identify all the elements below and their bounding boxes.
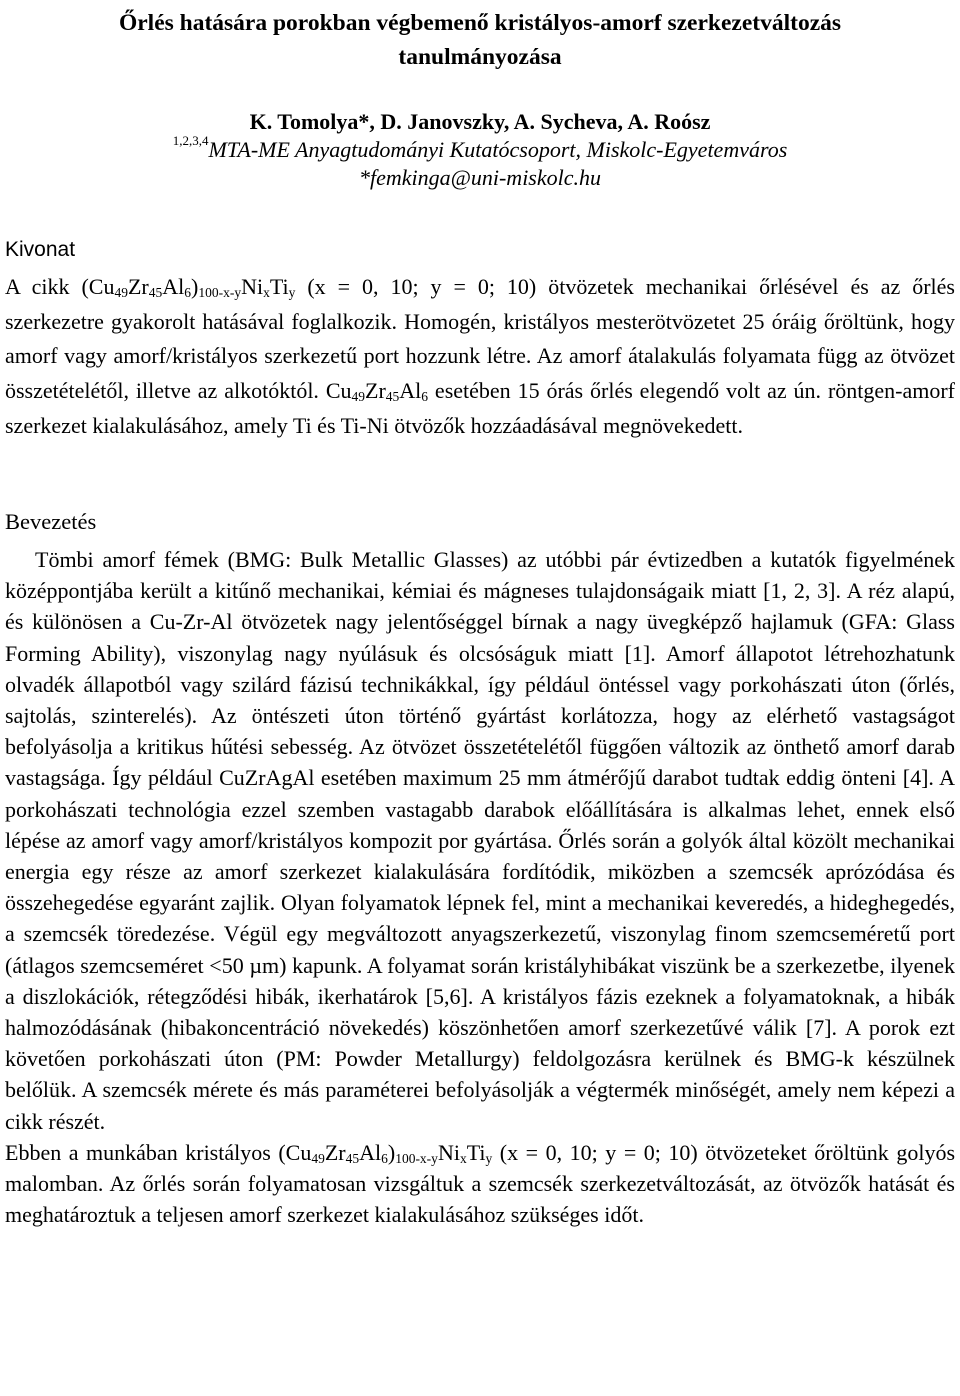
title-line-2: tanulmányozása — [398, 44, 562, 70]
introduction-text: Al — [359, 1139, 382, 1165]
paper-title — [0, 6, 960, 74]
introduction-text: Ni — [437, 1139, 460, 1165]
abstract-text: ) — [191, 274, 199, 299]
subscript: 100-x-y — [198, 285, 242, 300]
author-list: K. Tomolya*, D. Janovszky, A. Sycheva, A. Roósz — [249, 109, 711, 134]
abstract-text: esetében 15 órás őrlés elegendő volt az ún. röntgen-amorf szerkezet kialakulásához, amely Ti és Ti-Ni ötvözők hozzáadásával megnövekedett. — [5, 378, 956, 438]
subscript: 49 — [351, 389, 366, 405]
introduction-text: Ebben a munkában kristályos (Cu — [5, 1139, 312, 1165]
introduction-body — [5, 544, 955, 1230]
introduction-paragraph-1 — [5, 544, 955, 1137]
subscript: x — [459, 1150, 467, 1166]
introduction-text: Zr — [324, 1139, 346, 1165]
subscript: 45 — [148, 285, 163, 300]
introduction-text: Ti — [466, 1139, 486, 1165]
subscript: 49 — [311, 1150, 325, 1166]
abstract-text: Ni — [241, 274, 264, 299]
introduction-text: Tömbi amorf fémek (BMG: Bulk Metallic Glasses) az utóbbi pár évtizedben a kutatók figyelmének középpontjába került a kitűnő mechanikai, kémiai és mágneses tulajdonságaik miatt [1, 2, 3]. A réz alapú, és különösen a Cu-Zr-Al ötvözetek nagy jelentőséggel bírnak a nagy üvegképző hajlamuk (GFA: Glass Forming Ability), viszonylag nagy nyúlásuk és olcsóságuk miatt [1]. Amorf állapotot létrehozhatunk olvadék állapotból vagy szilárd fázisú technikákkal, így például öntéssel vagy porkohászati úton (őrlés, sajtolás, szinterelés). Az öntészeti úton történő gyártást korlátozza, hogy az elérhető vastagságot befolyásolja a kritikus hűtési sebesség. Az ötvözet összetételétől függően változik az önthető amorf darab vastagsága. Így például CuZrAgAl esetében maximum 25 mm átmérőjű darabot tudtak eddig önteni [4]. A porkohászati technológia ezzel szemben vastagabb darabok előállítására is alkalmas lehet, ennek első lépése az amorf vagy amorf/kristályos kompozit por gyártása. Őrlés során a golyók által közölt mechanikai energia egy része az amorf szerkezet kialakulására fordítódik, miközben a szemcsék aprózódása és összehegedése egyaránt zajlik. Olyan folyamatok lépnek fel, mint a mechanikai keveredés, a hideghegedés, a szemcsék töredezése. Végül egy megváltozott anyagszerkezetű, viszonylag finom szemcseméretű port (átlagos szemcseméret <50 µm) kapunk. A folyamat során kristályhibákat viszünk be a szerkezetbe, ilyenek a diszlokációk, rétegződési hibák, ikerhatárok [5,6]. A kristályos fázis ezeknek a folyamatoknak, a hibák halmozódásának (hibakoncentráció növekedés) köszönhetően amorf szerkezetűvé válik [7]. A porok ezt követően porkohászati úton (PM: Powder Metallurgy) feldolgozásra kerülnek és BMG-k készülnek belőlük. A szemcsék mérete és más paraméterei befolyásolják a végtermék minőségét, amely nem képezi a cikk részét. — [5, 547, 955, 1134]
introduction-heading: Bevezetés — [5, 509, 97, 534]
subscript: x — [263, 285, 270, 300]
subscript: 6 — [421, 389, 429, 405]
introduction-text: ) — [387, 1139, 396, 1165]
subscript: y — [485, 1150, 493, 1166]
abstract-text: Zr — [127, 274, 149, 299]
affiliation-text: MTA-ME Anyagtudományi Kutatócsoport, Miskolc-Egyetemváros — [208, 137, 788, 162]
contact-email: *femkinga@uni-miskolc.hu — [358, 165, 602, 190]
subscript: 45 — [345, 1150, 360, 1166]
title-line-1: Őrlés hatására porokban végbemenő kristályos-amorf szerkezetváltozás — [118, 10, 842, 36]
subscript: 6 — [381, 1150, 388, 1166]
abstract-heading: Kivonat — [5, 238, 76, 261]
abstract-text: Ti — [269, 274, 289, 299]
abstract-text: Al — [162, 274, 185, 299]
abstract-text: Al — [399, 378, 422, 404]
abstract-text: Zr — [365, 378, 386, 404]
abstract-text: (x = 0, 10; y = 0; 10) ötvözetek mechanikai őrlésével és az őrlés szerkezetre gyakorolt hatásával foglalkozik. Homogén, kristályos mesterötvözetet 25 óráig őröltünk, hogy amorf vagy amorf/kristályos szerkezetű port hozzunk létre. Az amorf átalakulás folyamata függ az ötvözet összetételétől, illetve az alkotóktól. Cu — [5, 274, 955, 404]
subscript: 45 — [385, 389, 400, 405]
abstract-paragraph — [5, 270, 955, 444]
introduction-text: (x = 0, 10; y = 0; 10) ötvözeteket őröltünk golyós malomban. Az őrlés során folyamatosan vizsgáltuk a szemcsék szerkezetváltozását, az ötvözők hatását és meghatároztuk a teljesen amorf szerkezet kialakulásához szükséges időt. — [5, 1139, 956, 1228]
abstract-text: A cikk (Cu — [5, 274, 115, 299]
subscript: y — [288, 285, 296, 300]
affiliation-superscript: 1,2,3,4 — [172, 133, 209, 148]
subscript: 100-x-y — [395, 1150, 438, 1166]
subscript: 49 — [114, 285, 128, 300]
affiliation — [0, 133, 960, 164]
introduction-paragraph-2 — [5, 1137, 955, 1231]
subscript: 6 — [184, 285, 191, 300]
